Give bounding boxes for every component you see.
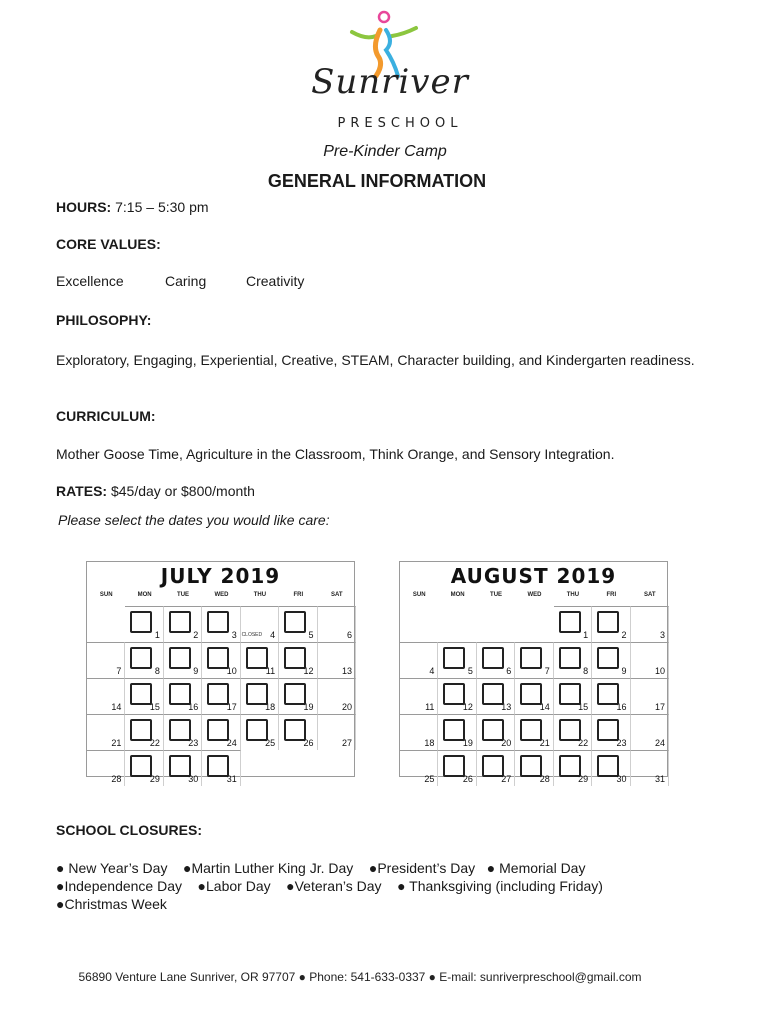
- day-number: 11: [425, 702, 435, 712]
- logo-subtitle: PRESCHOOL: [337, 116, 463, 131]
- calendar-day: [202, 606, 240, 642]
- rates-value: $45/day or $800/month: [107, 483, 255, 499]
- rates-label: RATES:: [56, 483, 108, 499]
- philosophy-text: Exploratory, Engaging, Experiential, Creative, STEAM, Character building, and Kindergarten readiness.: [56, 352, 695, 368]
- date-checkbox[interactable]: [443, 647, 465, 669]
- day-number: 2: [621, 630, 627, 640]
- weekday-header: TUE: [490, 592, 503, 598]
- calendar-day: [125, 642, 163, 678]
- calendar-day: [164, 714, 202, 750]
- calendar-day: [318, 714, 356, 750]
- day-number: 28: [111, 774, 122, 784]
- weekday-header: MON: [450, 592, 465, 598]
- calendar-day: [592, 642, 630, 678]
- calendar-day: [515, 750, 553, 786]
- day-number: 21: [539, 738, 550, 748]
- day-number: 17: [226, 702, 237, 712]
- calendar-day: [87, 642, 125, 678]
- weekday-header: WED: [214, 592, 229, 598]
- hours-label: HOURS:: [56, 199, 112, 215]
- calendar-day: [477, 642, 515, 678]
- day-number: 16: [616, 702, 627, 712]
- day-number: 13: [501, 702, 512, 712]
- day-number: 18: [424, 738, 435, 748]
- calendar-grid: [400, 592, 667, 784]
- day-number: 1: [583, 630, 589, 640]
- day-number: 26: [303, 738, 314, 748]
- calendar-grid: [87, 592, 354, 784]
- calendar-day: [241, 678, 279, 714]
- weekday-header: TUE: [177, 592, 190, 598]
- calendar-day: [554, 678, 592, 714]
- calendar-day: [318, 606, 356, 642]
- day-number: 14: [111, 702, 122, 712]
- day-number: 9: [193, 666, 199, 676]
- calendar-day: [554, 606, 592, 642]
- day-number: 20: [341, 702, 352, 712]
- closures-line-3: ●Christmas Week: [56, 896, 167, 912]
- day-number: 23: [616, 738, 627, 748]
- day-number: 24: [654, 738, 665, 748]
- core-value-caring: Caring: [165, 273, 207, 289]
- day-number: 2: [193, 630, 199, 640]
- calendar-day: [400, 642, 438, 678]
- calendar-day: [87, 678, 125, 714]
- calendar-day: [164, 606, 202, 642]
- calendar-day: [202, 678, 240, 714]
- weekday-header: SUN: [99, 592, 113, 598]
- weekday-header: SUN: [412, 592, 426, 598]
- calendar-day: [631, 606, 669, 642]
- day-number: 19: [462, 738, 473, 748]
- calendar-day: [125, 714, 163, 750]
- day-number: 6: [346, 630, 352, 640]
- day-number: 16: [188, 702, 199, 712]
- day-number: 12: [303, 666, 314, 676]
- calendar-day: [164, 678, 202, 714]
- date-checkbox[interactable]: [207, 611, 229, 633]
- day-number: 7: [544, 666, 550, 676]
- calendar-day: [164, 642, 202, 678]
- day-number: 8: [583, 666, 589, 676]
- calendar-title: JULY 2019: [160, 564, 281, 588]
- day-number: 31: [226, 774, 237, 784]
- day-number: 15: [149, 702, 160, 712]
- calendar-day: [87, 714, 125, 750]
- footer-contact: 56890 Venture Lane Sunriver, OR 97707 ● Phone: 541-633-0337 ● E-mail: sunriverpreschool@gmail.com: [78, 970, 642, 984]
- date-checkbox[interactable]: [284, 611, 306, 633]
- july-calendar: [86, 561, 355, 784]
- calendar-day: [438, 750, 476, 786]
- calendar-day: [279, 714, 317, 750]
- day-number: 26: [462, 774, 473, 784]
- calendar-day: [400, 750, 438, 786]
- weekday-header: WED: [527, 592, 542, 598]
- calendar-day: [515, 714, 553, 750]
- day-number: 29: [578, 774, 589, 784]
- calendar-day: [631, 678, 669, 714]
- calendar-day: [164, 750, 202, 786]
- calendar-day: [515, 642, 553, 678]
- day-number: 12: [462, 702, 473, 712]
- page-title: GENERAL INFORMATION: [267, 171, 487, 191]
- calendar-day: [592, 606, 630, 642]
- date-checkbox[interactable]: [130, 611, 152, 633]
- calendar-day: [202, 750, 240, 786]
- calendar-day: [554, 642, 592, 678]
- calendar-day: [241, 714, 279, 750]
- day-number: 5: [467, 666, 473, 676]
- day-number: 10: [226, 666, 237, 676]
- date-select-prompt: Please select the dates you would like care:: [58, 512, 330, 528]
- day-number: 20: [501, 738, 512, 748]
- calendar-day: [438, 642, 476, 678]
- calendar-day: [592, 714, 630, 750]
- date-checkbox[interactable]: [130, 647, 152, 669]
- weekday-header: MON: [137, 592, 152, 598]
- closed-label: CLOSED: [241, 632, 263, 638]
- calendar-day: [279, 642, 317, 678]
- date-checkbox[interactable]: [520, 647, 542, 669]
- calendar-day: [400, 678, 438, 714]
- calendar-day: [241, 606, 279, 642]
- day-number: 27: [501, 774, 512, 784]
- day-number: 3: [231, 630, 237, 640]
- calendar-day: [202, 642, 240, 678]
- core-values-label: CORE VALUES:: [56, 236, 161, 252]
- weekday-header: FRI: [293, 592, 304, 598]
- calendar-day: [592, 750, 630, 786]
- weekday-header: THU: [253, 592, 267, 598]
- day-number: 21: [111, 738, 122, 748]
- day-number: 3: [659, 630, 665, 640]
- calendar-day: [477, 750, 515, 786]
- date-checkbox[interactable]: [559, 647, 581, 669]
- calendar-day: [87, 750, 125, 786]
- date-checkbox[interactable]: [597, 647, 619, 669]
- date-checkbox[interactable]: [246, 647, 268, 669]
- calendar-day: [554, 714, 592, 750]
- calendar-day: [400, 714, 438, 750]
- day-number: 30: [616, 774, 627, 784]
- calendar-day: [477, 714, 515, 750]
- date-checkbox[interactable]: [169, 611, 191, 633]
- calendar-day: [477, 678, 515, 714]
- calendar-day: [241, 642, 279, 678]
- closures-label: SCHOOL CLOSURES:: [56, 822, 202, 838]
- date-checkbox[interactable]: [597, 611, 619, 633]
- calendar-day: [592, 678, 630, 714]
- school-logo: [290, 4, 490, 136]
- date-checkbox[interactable]: [482, 647, 504, 669]
- weekday-header: SAT: [643, 592, 656, 598]
- hours-line: [56, 199, 209, 215]
- day-number: 7: [116, 666, 122, 676]
- day-number: 22: [578, 738, 589, 748]
- calendar-day: [125, 750, 163, 786]
- day-number: 31: [654, 774, 665, 784]
- day-number: 10: [654, 666, 665, 676]
- calendar-day: [318, 678, 356, 714]
- day-number: 30: [188, 774, 199, 784]
- day-number: 25: [265, 738, 276, 748]
- calendar-title: AUGUST 2019: [450, 564, 617, 588]
- day-number: 27: [341, 738, 352, 748]
- day-number: 23: [188, 738, 199, 748]
- calendar-day: [202, 714, 240, 750]
- weekday-header: THU: [566, 592, 580, 598]
- calendar-day: [631, 750, 669, 786]
- calendar-day: [318, 642, 356, 678]
- day-number: 28: [539, 774, 550, 784]
- calendar-day: [279, 606, 317, 642]
- day-number: 11: [265, 666, 276, 676]
- calendar-day: [631, 642, 669, 678]
- calendar-day: [438, 714, 476, 750]
- day-number: 18: [265, 702, 276, 712]
- day-number: 4: [429, 666, 435, 676]
- day-number: 6: [506, 666, 512, 676]
- philosophy-label: PHILOSOPHY:: [56, 312, 152, 328]
- day-number: 4: [270, 630, 276, 640]
- day-number: 1: [154, 630, 160, 640]
- calendar-day: [279, 678, 317, 714]
- august-calendar: [399, 561, 668, 784]
- core-value-excellence: Excellence: [56, 273, 124, 289]
- day-number: 25: [424, 774, 435, 784]
- curriculum-label: CURRICULUM:: [56, 408, 156, 424]
- day-number: 17: [654, 702, 665, 712]
- day-number: 22: [149, 738, 160, 748]
- page-subtitle: Pre-Kinder Camp: [323, 143, 447, 160]
- weekday-header: SAT: [330, 592, 343, 598]
- day-number: 24: [226, 738, 237, 748]
- logo-wordmark: Sunriver: [311, 62, 469, 102]
- calendar-day: [554, 750, 592, 786]
- day-number: 15: [578, 702, 589, 712]
- day-number: 8: [154, 666, 160, 676]
- hours-value: 7:15 – 5:30 pm: [111, 199, 209, 215]
- calendar-day: [125, 678, 163, 714]
- calendar-day: [515, 678, 553, 714]
- day-number: 29: [149, 774, 160, 784]
- date-checkbox[interactable]: [559, 611, 581, 633]
- day-number: 5: [308, 630, 314, 640]
- curriculum-text: Mother Goose Time, Agriculture in the Classroom, Think Orange, and Sensory Integration.: [56, 446, 615, 462]
- day-number: 19: [303, 702, 314, 712]
- core-value-creativity: Creativity: [246, 273, 305, 289]
- closures-line-2: ●Independence Day ●Labor Day ●Veteran’s Day ● Thanksgiving (including Friday): [56, 878, 603, 894]
- day-number: 14: [539, 702, 550, 712]
- calendar-day: [125, 606, 163, 642]
- calendar-day: [631, 714, 669, 750]
- closures-line-1: ● New Year’s Day ●Martin Luther King Jr. Day ●President’s Day ● Memorial Day: [56, 860, 586, 876]
- weekday-header: FRI: [606, 592, 617, 598]
- calendar-day: [438, 678, 476, 714]
- day-number: 13: [341, 666, 352, 676]
- date-checkbox[interactable]: [169, 647, 191, 669]
- day-number: 9: [621, 666, 627, 676]
- rates-line: [56, 483, 255, 499]
